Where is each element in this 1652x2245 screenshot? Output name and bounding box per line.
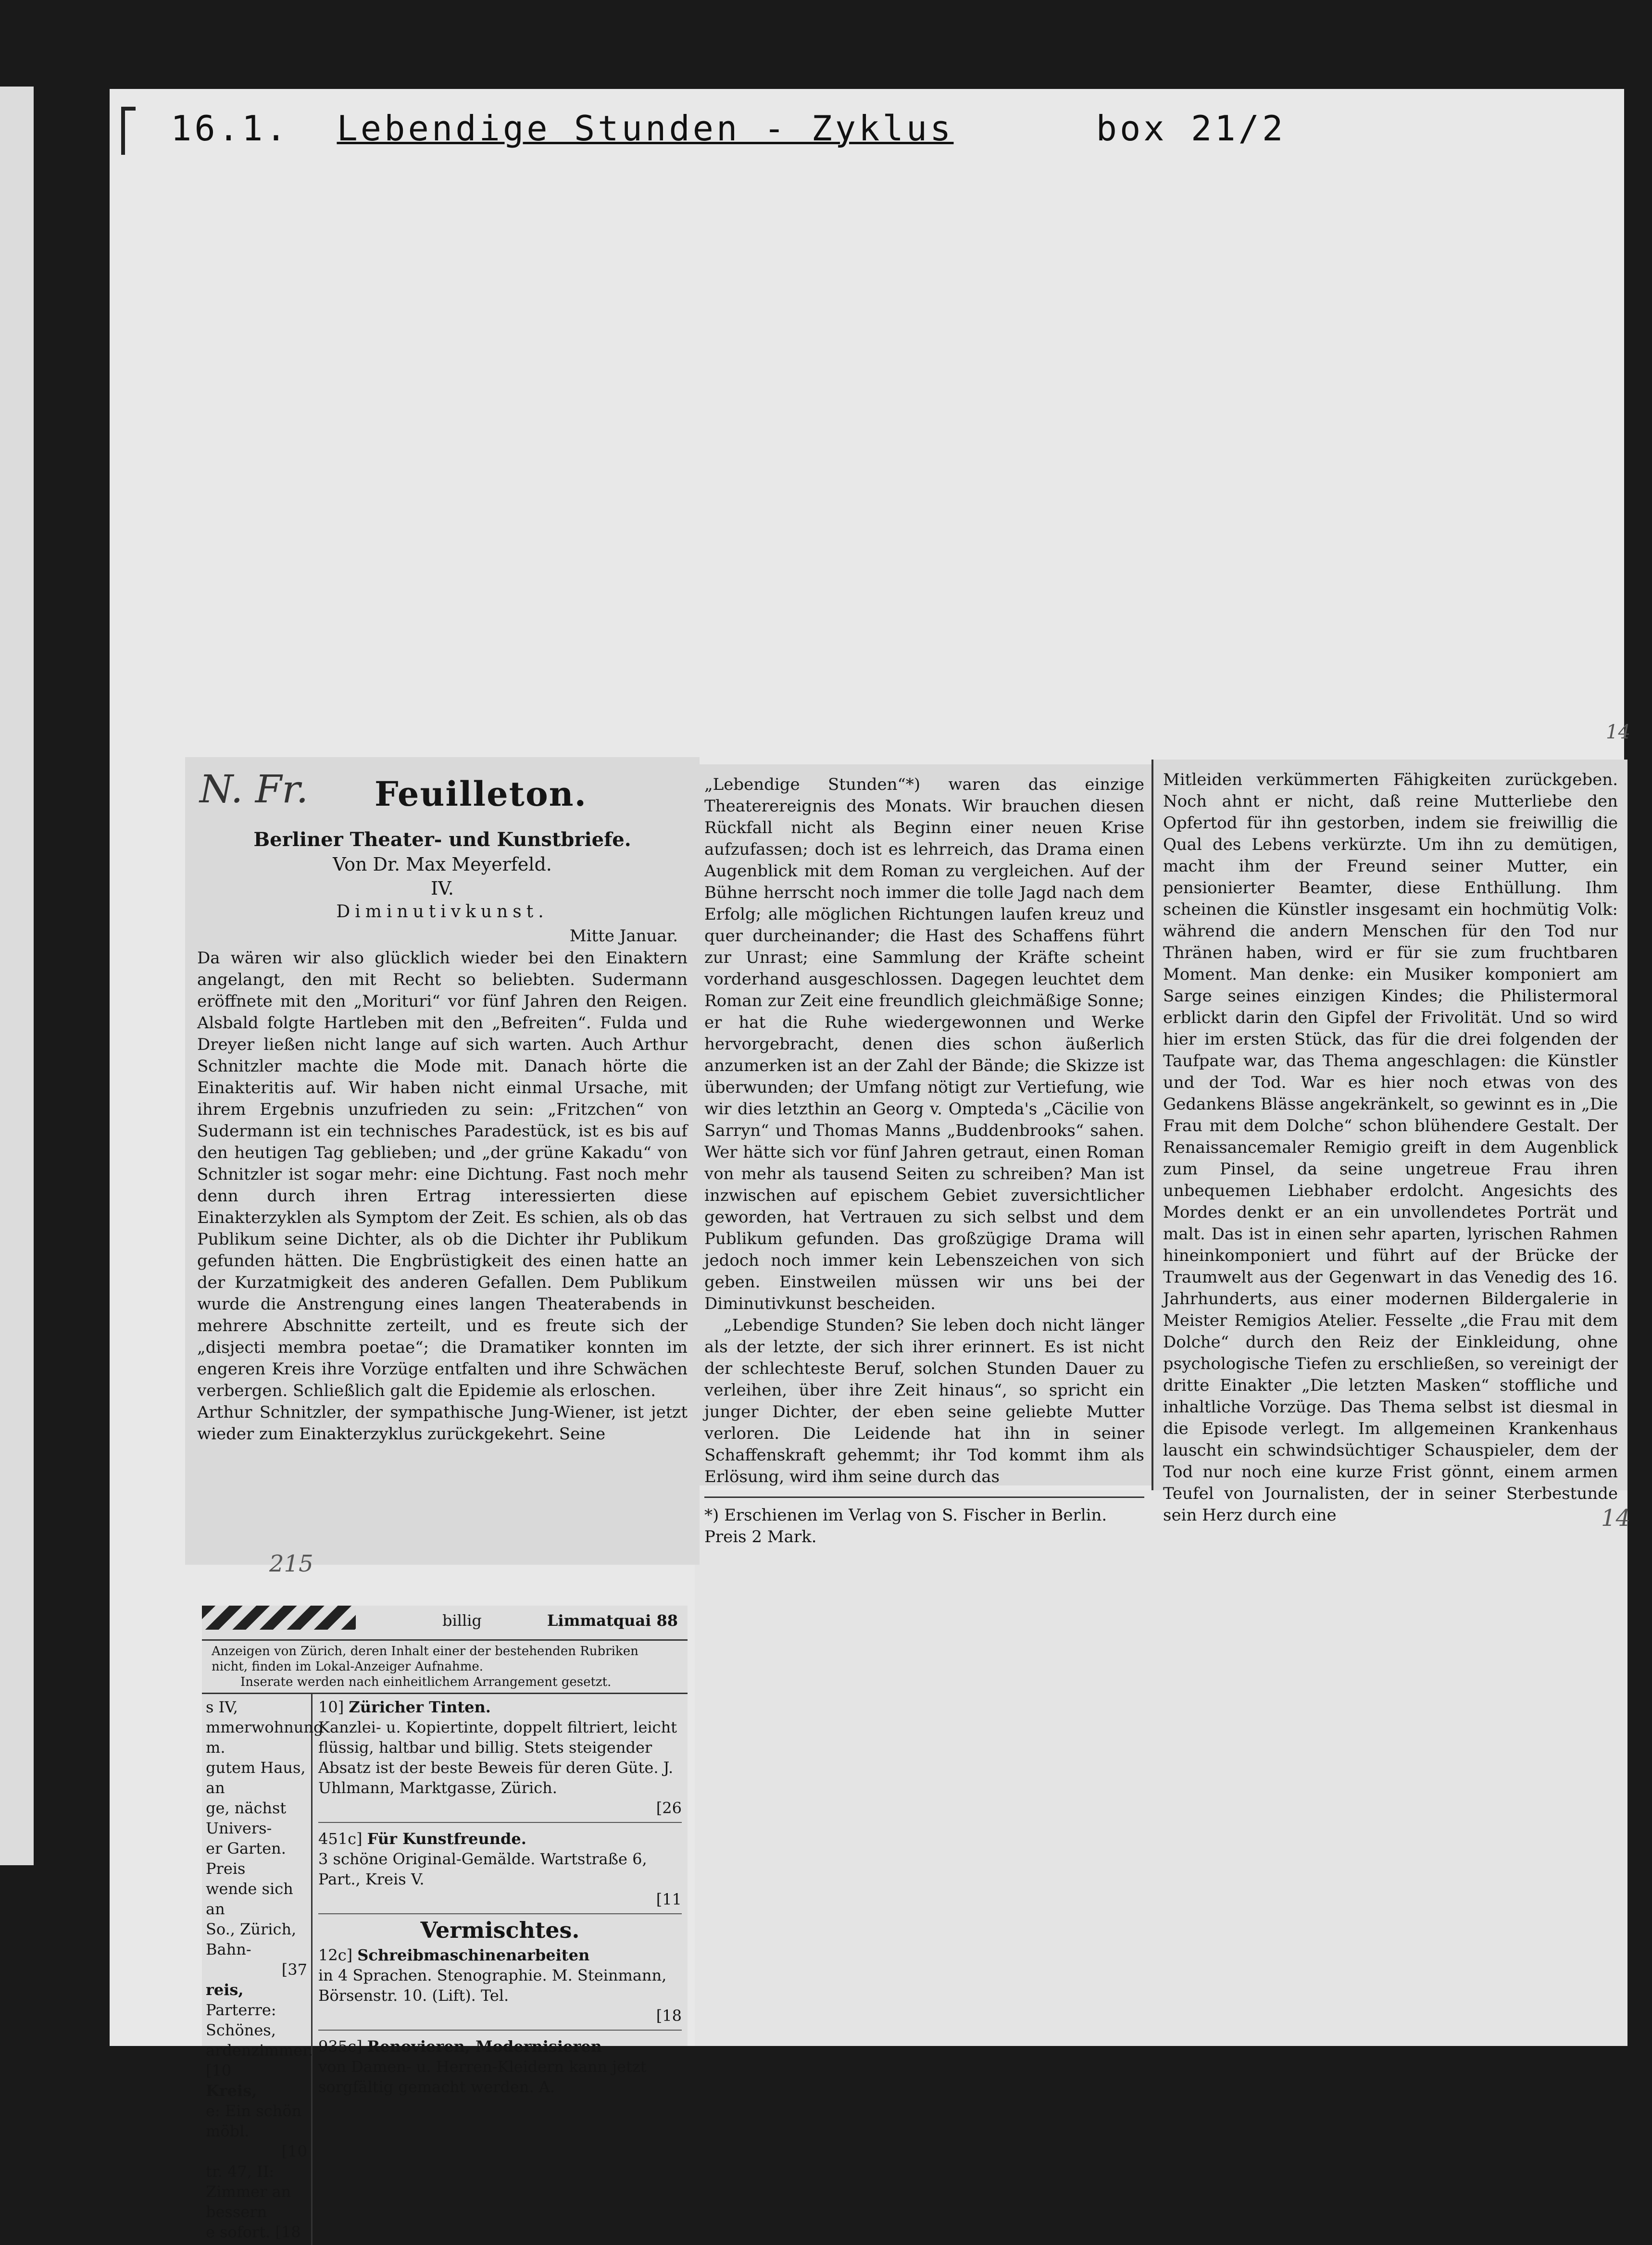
ad-number: [26: [656, 1799, 682, 1817]
column-2-text-continued: „Lebendige Stunden? Sie leben doch nicht länger als der letzte, der sich ihrer erinnert. Es ist nicht der schlechteste Beruf, solchen Stunden Dauer zu verleihen, über ihre Zeit hinaus“, so spricht ein junger Dichter, der eben seine geliebte Mutter verloren. Die Leidende hat ihn in seiner Schaffenskraft gehemmt; ihr Tod kommt ihm als Erlösung, wird ihm seine durch das: [704, 1316, 1144, 1486]
adjacent-page-edge: [0, 87, 34, 1865]
ad-ref: 12c]: [318, 1946, 353, 1964]
header-number: 16.1.: [171, 108, 289, 149]
article-part: IV.: [431, 878, 454, 899]
ads-notice: [202, 1641, 688, 1694]
column-1-text-continued: Arthur Schnitzler, der sympathische Jung-Wiener, ist jetzt wieder zum Einakterzyklus zurückgekehrt. Seine: [197, 1403, 688, 1444]
ad-body: 3 schöne Original-Gemälde. Wartstraße 6, Part., Kreis V.: [318, 1850, 647, 1888]
ad-entry: [318, 1697, 682, 1823]
ads-left-line: reis,: [206, 1981, 244, 1999]
ad-body: Kanzlei- u. Kopiertinte, doppelt filtriert, leicht flüssig, haltbar und billig. Stets steigender Absatz ist der beste Beweis für deren Güte. J. Uhlmann, Marktgasse, Zürich.: [318, 1718, 677, 1797]
handwritten-note: N. Fr.: [200, 767, 309, 811]
ad-heading: Züricher Tinten.: [349, 1698, 491, 1716]
ads-left-line: [10: [281, 2142, 307, 2160]
ads-address: Limmatquai 88: [547, 1611, 678, 1630]
ads-left-line: Zimmer an bessern: [206, 2183, 291, 2221]
ads-left-line: Parterre: Schönes,: [206, 2001, 276, 2039]
ad-ref: 451c]: [318, 1830, 363, 1848]
pencil-note-right: 14: [1601, 1505, 1631, 1532]
ads-notice-line-1: Anzeigen von Zürich, deren Inhalt einer der bestehenden Rubriken nicht, finden im Lokal-Anzeiger Aufnahme.: [212, 1644, 638, 1674]
ads-left-line: ardenzimmer. [10: [206, 2041, 313, 2080]
ads-top-band: [202, 1606, 688, 1641]
corner-mark: [121, 107, 125, 155]
ads-left-line: er Garten. Preis: [206, 1839, 286, 1878]
ad-ref: 935c]: [318, 2037, 363, 2056]
header-box: box 21/2: [1096, 108, 1286, 149]
pencil-note-mid: 215: [269, 1550, 313, 1577]
column-3-text: Mitleiden verkümmerten Fähigkeiten zurückgeben. Noch ahnt er nicht, daß reine Mutterliebe den Opfertod für ihn gestorben, indem sie freiwillig die Qual des Lebens verkürzte. Um ihn zu demütigen, macht ihm der Freund seiner Mutter, ein pensionierter Beamter, diese Enthüllung. Ihm scheinen die Künstler insgesamt ein hochmütig Volk: während die andern Menschen für den Tod nur Thränen haben, wird er für sie zum fruchtbaren Moment. Man denke: ein Musiker komponiert am Sarge seines einzigen Kindes; die Philistermoral erblickt darin den Gipfel der Frivolität. Und so wird hier im ersten Stück, das für die drei folgenden der Taufpate war, das Thema angeschlagen: die Künstler und der Tod. War es hier noch etwas von des Gedankens Blässe angekränkelt, so gewinnt es in „Die Frau mit dem Dolche“ schon blühendere Gestalt. Der Renaissancemaler Remigio greift in dem Augenblick zum Pinsel, da seine ungetreue Frau ihren unbequemen Liebhaber erdolcht. Angesichts des Mordes denkt er an ein unvollendetes Porträt und malt. Das ist in einen sehr aparten, lyrischen Rahmen hineinkomponiert und führt auf der Brücke der Traumwelt aus der Gegenwart in das Venedig des 16. Jahrhunderts, aus einer modernen Bildergalerie in Meister Remigios Atelier. Fesselte „die Frau mit dem Dolche“ durch den Reiz der Einkleidung, ohne psychologische Tiefen zu erschließen, so vereinigt der dritte Einakter „Die letzten Masken“ stoffliche und inhaltliche Vorzüge. Das Thema selbst ist diesmal in die Episode verlegt. Im allgemeinen Krankenhaus lauscht ein schwindsüchtiger Schauspieler, dem der Tod nur noch eine kurze Frist gönnt, einem armen Teufel von Journalisten, der in seiner Sterbestunde sein Herz durch eine: [1163, 770, 1618, 1525]
ads-left-line: s IV,: [206, 1698, 238, 1716]
ads-billig: billig: [442, 1611, 482, 1630]
ad-entry: [318, 1829, 682, 1914]
ad-ref: 10]: [318, 1698, 344, 1716]
ad-heading: Für Kunstfreunde.: [367, 1830, 526, 1848]
blank-paper-area: [695, 1490, 1627, 2046]
ads-left-line: mmerwohnung m.: [206, 1718, 324, 1757]
footnote-rule: [704, 1497, 1144, 1498]
clipping-column-1: [185, 757, 700, 1565]
ads-left-line: wende sich an: [206, 1880, 293, 1918]
ad-heading: Schreibmaschinenarbeiten: [357, 1946, 590, 1964]
classified-ads-clipping: [202, 1606, 688, 2241]
clipping-column-2: [695, 764, 1154, 1547]
ads-right-column: [313, 1694, 688, 2245]
ads-left-line: [37: [281, 1960, 307, 1979]
column-1-text: Da wären wir also glücklich wieder bei den Einaktern angelangt, den mit Recht so beliebten. Sudermann eröffnete mit den „Morituri“ vor fünf Jahren den Reigen. Alsbald folgte Hartleben mit den „Befreiten“. Fulda und Dreyer ließen nicht lange auf sich warten. Auch Arthur Schnitzler machte die Mode mit. Danach hörte die Einakteritis auf. Wir haben nicht einmal Ursache, mit ihrem Ergebnis unzufrieden zu sein: „Fritzchen“ von Sudermann ist ein technisches Paradestück, ist es bis auf den heutigen Tag geblieben; und „der grüne Kakadu“ von Schnitzler ist sogar mehr: eine Dichtung. Fast noch mehr denn durch ihren Ertrag interessierten diese Einakterzyklen als Symptom der Zeit. Es schien, als ob das Publikum seine Dichter, als ob die Dichter ihr Publikum gefunden hätten. Die Engbrüstigkeit des einen hatte an der Kurzatmigkeit des anderen Gefallen. Dem Publikum wurde die Anstrengung eines langen Theaterabends in mehrere Abschnitte zerteilt, und es freute sich der „disjecti membra poetae“; die Dramatiker konnten im engeren Kreis ihre Vorzüge entfalten und ihre Schwächen verbergen. Schließlich galt die Epidemie als erloschen.: [197, 948, 688, 1400]
ads-left-line: e: Ein schön möbl.: [206, 2102, 302, 2140]
ads-section-heading: Vermischtes.: [420, 1917, 580, 1943]
archive-header: [171, 108, 1286, 149]
ornamental-border: [202, 1606, 356, 1630]
article-subtitle: Berliner Theater- und Kunstbriefe.: [253, 828, 631, 851]
ads-notice-line-2: Inserate werden nach einheitlichem Arrangement gesetzt.: [240, 1675, 612, 1689]
ads-left-column: [202, 1694, 324, 2245]
ads-left-line: ge, nächst Univers-: [206, 1799, 287, 1837]
ad-heading: Renovieren, Modernisieren: [367, 2037, 602, 2056]
article-dateline: Mitte Januar.: [569, 926, 678, 946]
ads-left-line: e sofort. [18: [206, 2223, 301, 2241]
column-2-text: „Lebendige Stunden“*) waren das einzige Theaterereignis des Monats. Wir brauchen diesen Rückfall nicht als Beginn einer neuen Krise aufzufassen; doch ist es lehrreich, das Drama einen Augenblick mit dem Roman zu vergleichen. Auf der Bühne herrscht noch immer die tolle Jagd nach dem Erfolg; alle möglichen Richtungen laufen kreuz und quer durcheinander; die Hast des Schaffens führt zur Unrast; eine Sammlung der Kräfte scheint vorderhand ausgeschlossen. Dagegen leuchtet dem Roman zur Zeit eine freundlich gleichmäßige Sonne; er hat die Ruhe wiedergewonnen und Werke hervorgebracht, denen dies schon äußerlich anzumerken ist an der Zahl der Bände; die Skizze ist überwunden; der Umfang nötigt zur Vertiefung, wie wir dies letzthin an Georg v. Ompteda's „Cäcilie von Sarryn“ und Thomas Manns „Buddenbrooks“ sahen. Wer hätte sich vor fünf Jahren getraut, einen Roman von mehr als tausend Seiten zu schreiben? Man ist inzwischen auf epischem Gebiet zuversichtlicher geworden, hat Vertrauen zu sich selbst und dem Publikum gefunden. Das großzügige Drama will jedoch noch immer kein Lebenszeichen von sich geben. Einstweilen müssen wir uns bei der Diminutivkunst bescheiden.: [704, 775, 1144, 1313]
pencil-note-right-top: 14: [1606, 721, 1630, 743]
ads-left-line: Kreis,: [206, 2082, 257, 2100]
ad-body: in 4 Sprachen. Stenographie. M. Steinmann, Börsenstr. 10. (Lift). Tel.: [318, 1966, 667, 2005]
ad-number: [11: [656, 1890, 682, 1908]
footnote: *) Erschienen im Verlag von S. Fischer in Berlin. Preis 2 Mark.: [704, 1506, 1107, 1547]
ad-body: von Damen- u. Herren-Kleidern kann jetzt sorgfältig gemacht werden. A.: [318, 2058, 647, 2096]
section-heading: Feuilleton.: [375, 774, 587, 814]
ads-left-line: So., Zürich, Bahn-: [206, 1920, 297, 1958]
header-title: Lebendige Stunden - Zyklus: [337, 108, 954, 149]
article-author: Von Dr. Max Meyerfeld.: [333, 854, 552, 875]
ad-number: [18: [656, 2007, 682, 2025]
ad-entry: [318, 2036, 682, 2097]
article-heading: Diminutivkunst.: [336, 902, 549, 922]
ad-entry: [318, 1945, 682, 2031]
ads-left-line: tr. 47, II:: [206, 2162, 275, 2181]
ads-columns: [202, 1694, 688, 2245]
ads-left-line: gutem Haus, an: [206, 1759, 306, 1797]
corner-mark-top: [121, 107, 136, 111]
